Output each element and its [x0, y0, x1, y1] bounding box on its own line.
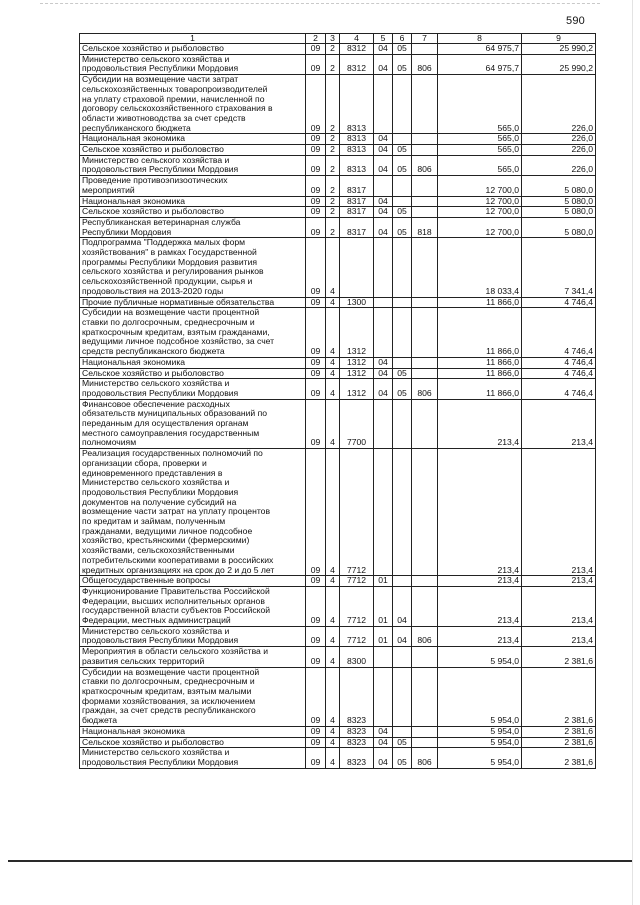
code-cell: 01 [374, 626, 393, 646]
header-cell: 9 [522, 34, 596, 44]
code-cell: 05 [393, 145, 412, 156]
code-cell: 8317 [340, 207, 374, 218]
table-row [80, 726, 596, 737]
code-cell: 2 [326, 155, 340, 175]
code-cell [412, 368, 438, 379]
amount-cell: 565,0 [438, 134, 522, 145]
code-cell: 04 [393, 626, 412, 646]
code-cell [374, 75, 393, 134]
row-name-cell: Прочие публичные нормативные обязательства [80, 297, 306, 308]
code-cell: 8317 [340, 217, 374, 237]
code-cell: 09 [306, 576, 326, 587]
table-row [80, 145, 596, 156]
code-cell: 09 [306, 145, 326, 156]
code-cell: 05 [393, 44, 412, 55]
table-row [80, 357, 596, 368]
header-cell: 5 [374, 34, 393, 44]
code-cell [393, 576, 412, 587]
code-cell: 04 [374, 357, 393, 368]
code-cell: 04 [374, 44, 393, 55]
code-cell: 09 [306, 737, 326, 748]
code-cell: 04 [374, 368, 393, 379]
table-row [80, 647, 596, 667]
code-cell: 2 [326, 54, 340, 74]
code-cell [412, 586, 438, 626]
row-name-cell: Министерство сельского хозяйства и продовольствия Республики Мордовия [80, 155, 306, 175]
code-cell [374, 308, 393, 358]
table-row [80, 196, 596, 207]
code-cell: 4 [326, 238, 340, 297]
code-cell: 1312 [340, 357, 374, 368]
amount-cell: 2 381,6 [522, 667, 596, 726]
code-cell [412, 308, 438, 358]
code-cell [412, 297, 438, 308]
code-cell: 09 [306, 449, 326, 576]
amount-cell: 4 746,4 [522, 379, 596, 399]
code-cell: 2 [326, 75, 340, 134]
code-cell: 2 [326, 134, 340, 145]
code-cell: 2 [326, 207, 340, 218]
amount-cell: 565,0 [438, 75, 522, 134]
amount-cell: 213,4 [522, 576, 596, 587]
amount-cell: 226,0 [522, 134, 596, 145]
row-name-cell: Субсидии на возмещение части процентной ставки по долгосрочным, среднесрочным и краткосрочным кредитам, взятым малыми формами хозяйствования, за исключением граждан, за счет средств республиканского бюджета [80, 667, 306, 726]
table-row [80, 626, 596, 646]
row-name-cell: Подпрограмма "Поддержка малых форм хозяйствования" в рамках Государственной программы Республики Мордовия развития сельского хозяйства и регулирования рынков сельскохозяйственной продукции, сырья и продовольствия на 2013-2020 годы [80, 238, 306, 297]
code-cell: 04 [374, 726, 393, 737]
code-cell: 09 [306, 207, 326, 218]
code-cell: 818 [412, 217, 438, 237]
header-cell: 1 [80, 34, 306, 44]
code-cell [340, 238, 374, 297]
code-cell [393, 667, 412, 726]
code-cell [374, 176, 393, 196]
header-cell: 6 [393, 34, 412, 44]
amount-cell: 4 746,4 [522, 297, 596, 308]
row-name-cell: Функционирование Правительства Российской Федерации, высших исполнительных органов государственной власти субъектов Российской Федерации, местных администраций [80, 586, 306, 626]
code-cell: 09 [306, 155, 326, 175]
amount-cell: 565,0 [438, 145, 522, 156]
code-cell [412, 75, 438, 134]
header-cell: 2 [306, 34, 326, 44]
code-cell [374, 297, 393, 308]
code-cell: 05 [393, 54, 412, 74]
amount-cell: 213,4 [438, 449, 522, 576]
code-cell: 4 [326, 357, 340, 368]
table-row [80, 54, 596, 74]
code-cell [412, 196, 438, 207]
code-cell: 7712 [340, 449, 374, 576]
code-cell: 09 [306, 75, 326, 134]
code-cell [374, 647, 393, 667]
code-cell: 09 [306, 44, 326, 55]
code-cell: 09 [306, 399, 326, 449]
row-name-cell: Министерство сельского хозяйства и продовольствия Республики Мордовия [80, 54, 306, 74]
amount-cell: 12 700,0 [438, 217, 522, 237]
code-cell [393, 196, 412, 207]
code-cell: 09 [306, 647, 326, 667]
amount-cell: 11 866,0 [438, 308, 522, 358]
code-cell [412, 726, 438, 737]
amount-cell: 7 341,4 [522, 238, 596, 297]
amount-cell: 4 746,4 [522, 308, 596, 358]
code-cell [412, 667, 438, 726]
amount-cell: 226,0 [522, 145, 596, 156]
amount-cell: 25 990,2 [522, 44, 596, 55]
table-row [80, 737, 596, 748]
code-cell: 8323 [340, 737, 374, 748]
amount-cell: 11 866,0 [438, 357, 522, 368]
code-cell [412, 145, 438, 156]
row-name-cell: Субсидии на возмещение части процентной ставки по долгосрочным, среднесрочным и краткосрочным кредитам, взятым гражданами, ведущими личное подсобное хозяйство, за счет средств республиканского бюджета [80, 308, 306, 358]
code-cell: 04 [374, 145, 393, 156]
code-cell [393, 134, 412, 145]
table-row [80, 238, 596, 297]
code-cell: 8300 [340, 647, 374, 667]
header-cell: 7 [412, 34, 438, 44]
row-name-cell: Мероприятия в области сельского хозяйства и развития сельских территорий [80, 647, 306, 667]
row-name-cell: Общегосударственные вопросы [80, 576, 306, 587]
row-name-cell: Финансовое обеспечение расходных обязательств муниципальных образований по переданным для осуществления органам местного самоуправления государственным полномочиям [80, 399, 306, 449]
amount-cell: 18 033,4 [438, 238, 522, 297]
code-cell [412, 449, 438, 576]
code-cell: 2 [326, 176, 340, 196]
row-name-cell: Национальная экономика [80, 196, 306, 207]
code-cell: 04 [374, 748, 393, 768]
table-row [80, 44, 596, 55]
row-name-cell: Проведение противоэпизоотических мероприятий [80, 176, 306, 196]
row-name-cell: Национальная экономика [80, 357, 306, 368]
amount-cell: 5 954,0 [438, 748, 522, 768]
code-cell: 05 [393, 379, 412, 399]
code-cell: 8313 [340, 75, 374, 134]
amount-cell: 565,0 [438, 155, 522, 175]
amount-cell: 11 866,0 [438, 379, 522, 399]
amount-cell: 2 381,6 [522, 726, 596, 737]
amount-cell: 2 381,6 [522, 748, 596, 768]
code-cell: 8317 [340, 176, 374, 196]
code-cell: 1312 [340, 379, 374, 399]
code-cell: 7712 [340, 626, 374, 646]
amount-cell: 5 080,0 [522, 176, 596, 196]
code-cell: 4 [326, 379, 340, 399]
amount-cell: 4 746,4 [522, 357, 596, 368]
code-cell: 04 [374, 155, 393, 175]
row-name-cell: Сельское хозяйство и рыболовство [80, 368, 306, 379]
code-cell [393, 297, 412, 308]
table-row [80, 449, 596, 576]
amount-cell: 213,4 [522, 449, 596, 576]
code-cell: 09 [306, 217, 326, 237]
code-cell [412, 576, 438, 587]
bottom-rule [8, 860, 633, 862]
code-cell: 04 [374, 196, 393, 207]
row-name-cell: Субсидии на возмещение части затрат сельскохозяйственных товаропроизводителей на уплату страховой премии, начисленной по договору сельскохозяйственного страхования в области животноводства за счет средств республиканского бюджета [80, 75, 306, 134]
code-cell [393, 75, 412, 134]
table-row [80, 308, 596, 358]
code-cell: 2 [326, 217, 340, 237]
table-header-row [80, 34, 596, 44]
amount-cell: 5 080,0 [522, 196, 596, 207]
code-cell [412, 357, 438, 368]
code-cell: 8312 [340, 54, 374, 74]
code-cell [374, 667, 393, 726]
table-row [80, 207, 596, 218]
code-cell: 4 [326, 737, 340, 748]
code-cell: 4 [326, 748, 340, 768]
row-name-cell: Республиканская ветеринарная служба Республики Мордовия [80, 217, 306, 237]
amount-cell: 213,4 [438, 586, 522, 626]
scan-top-edge [40, 3, 600, 4]
code-cell: 4 [326, 308, 340, 358]
amount-cell: 4 746,4 [522, 368, 596, 379]
amount-cell: 25 990,2 [522, 54, 596, 74]
code-cell: 7712 [340, 586, 374, 626]
code-cell: 2 [326, 196, 340, 207]
code-cell: 7700 [340, 399, 374, 449]
amount-cell: 213,4 [438, 626, 522, 646]
code-cell: 806 [412, 54, 438, 74]
amount-cell: 2 381,6 [522, 647, 596, 667]
amount-cell: 5 954,0 [438, 647, 522, 667]
code-cell [374, 238, 393, 297]
row-name-cell: Реализация государственных полномочий по организации сбора, проверки и единовременного представления в Министерство сельского хозяйства и продовольствия Республики Мордовия документов на получение субсидий на возмещение части затрат на уплату процентов по кредитам и займам, полученным гражданами, ведущими личное подсобное хозяйство, крестьянскими (фермерскими) хозяйствами, сельскохозяйственными потребительскими кооперативами в российских кредитных организациях на срок до 2 и до 5 лет [80, 449, 306, 576]
code-cell: 04 [374, 737, 393, 748]
amount-cell: 11 866,0 [438, 297, 522, 308]
code-cell: 04 [374, 217, 393, 237]
row-name-cell: Национальная экономика [80, 134, 306, 145]
amount-cell: 5 954,0 [438, 667, 522, 726]
code-cell [412, 44, 438, 55]
amount-cell: 213,4 [522, 626, 596, 646]
code-cell: 09 [306, 308, 326, 358]
row-name-cell: Национальная экономика [80, 726, 306, 737]
code-cell: 04 [393, 586, 412, 626]
page-number: 590 [566, 15, 585, 27]
code-cell: 8313 [340, 134, 374, 145]
code-cell: 09 [306, 134, 326, 145]
code-cell [412, 176, 438, 196]
table-row [80, 134, 596, 145]
code-cell [393, 449, 412, 576]
table-row [80, 368, 596, 379]
code-cell [393, 238, 412, 297]
code-cell [412, 134, 438, 145]
code-cell [393, 176, 412, 196]
code-cell [393, 308, 412, 358]
row-name-cell: Сельское хозяйство и рыболовство [80, 44, 306, 55]
amount-cell: 12 700,0 [438, 196, 522, 207]
code-cell [374, 449, 393, 576]
code-cell: 1312 [340, 308, 374, 358]
code-cell: 8323 [340, 667, 374, 726]
amount-cell: 5 080,0 [522, 207, 596, 218]
amount-cell: 12 700,0 [438, 176, 522, 196]
amount-cell: 213,4 [522, 399, 596, 449]
row-name-cell: Министерство сельского хозяйства и продовольствия Республики Мордовия [80, 748, 306, 768]
code-cell: 05 [393, 368, 412, 379]
amount-cell: 226,0 [522, 155, 596, 175]
code-cell [412, 399, 438, 449]
code-cell: 05 [393, 155, 412, 175]
amount-cell: 213,4 [438, 399, 522, 449]
code-cell: 4 [326, 297, 340, 308]
code-cell: 05 [393, 207, 412, 218]
code-cell: 2 [326, 44, 340, 55]
table-row [80, 586, 596, 626]
code-cell: 8323 [340, 748, 374, 768]
amount-cell: 213,4 [438, 576, 522, 587]
code-cell: 09 [306, 748, 326, 768]
code-cell: 09 [306, 726, 326, 737]
code-cell: 8312 [340, 44, 374, 55]
code-cell: 8317 [340, 196, 374, 207]
table-row [80, 748, 596, 768]
code-cell: 01 [374, 586, 393, 626]
amount-cell: 5 080,0 [522, 217, 596, 237]
code-cell [393, 357, 412, 368]
code-cell: 4 [326, 647, 340, 667]
code-cell: 806 [412, 155, 438, 175]
code-cell: 806 [412, 379, 438, 399]
code-cell: 09 [306, 196, 326, 207]
code-cell: 09 [306, 176, 326, 196]
amount-cell: 12 700,0 [438, 207, 522, 218]
amount-cell: 64 975,7 [438, 44, 522, 55]
code-cell [374, 399, 393, 449]
code-cell [412, 737, 438, 748]
amount-cell: 2 381,6 [522, 737, 596, 748]
code-cell: 4 [326, 576, 340, 587]
code-cell: 4 [326, 726, 340, 737]
row-name-cell: Министерство сельского хозяйства и продовольствия Республики Мордовия [80, 379, 306, 399]
table-row [80, 399, 596, 449]
code-cell: 09 [306, 626, 326, 646]
table-row [80, 217, 596, 237]
code-cell [393, 726, 412, 737]
row-name-cell: Министерство сельского хозяйства и продовольствия Республики Мордовия [80, 626, 306, 646]
code-cell: 09 [306, 238, 326, 297]
code-cell: 8323 [340, 726, 374, 737]
code-cell: 05 [393, 748, 412, 768]
code-cell [412, 238, 438, 297]
code-cell: 806 [412, 626, 438, 646]
code-cell: 09 [306, 586, 326, 626]
code-cell: 04 [374, 379, 393, 399]
code-cell: 04 [374, 54, 393, 74]
code-cell: 09 [306, 368, 326, 379]
table-row [80, 379, 596, 399]
code-cell: 4 [326, 667, 340, 726]
code-cell: 8313 [340, 155, 374, 175]
code-cell [393, 647, 412, 667]
code-cell: 04 [374, 134, 393, 145]
amount-cell: 64 975,7 [438, 54, 522, 74]
table-row [80, 155, 596, 175]
code-cell: 04 [374, 207, 393, 218]
code-cell: 09 [306, 379, 326, 399]
code-cell: 09 [306, 357, 326, 368]
code-cell: 7712 [340, 576, 374, 587]
code-cell [412, 647, 438, 667]
code-cell: 09 [306, 667, 326, 726]
code-cell: 4 [326, 399, 340, 449]
amount-cell: 5 954,0 [438, 726, 522, 737]
code-cell: 806 [412, 748, 438, 768]
scan-right-edge [632, 0, 633, 905]
code-cell: 4 [326, 586, 340, 626]
code-cell: 2 [326, 145, 340, 156]
code-cell: 09 [306, 297, 326, 308]
row-name-cell: Сельское хозяйство и рыболовство [80, 207, 306, 218]
code-cell [393, 399, 412, 449]
row-name-cell: Сельское хозяйство и рыболовство [80, 145, 306, 156]
header-cell: 3 [326, 34, 340, 44]
code-cell [412, 207, 438, 218]
code-cell: 05 [393, 737, 412, 748]
code-cell: 05 [393, 217, 412, 237]
budget-table [79, 33, 596, 769]
amount-cell: 213,4 [522, 586, 596, 626]
code-cell: 09 [306, 54, 326, 74]
row-name-cell: Сельское хозяйство и рыболовство [80, 737, 306, 748]
code-cell: 4 [326, 449, 340, 576]
table-body [80, 44, 596, 769]
header-cell: 4 [340, 34, 374, 44]
code-cell: 1312 [340, 368, 374, 379]
table-row [80, 576, 596, 587]
amount-cell: 5 954,0 [438, 737, 522, 748]
table-row [80, 667, 596, 726]
code-cell: 4 [326, 368, 340, 379]
table-row [80, 297, 596, 308]
amount-cell: 11 866,0 [438, 368, 522, 379]
code-cell: 1300 [340, 297, 374, 308]
code-cell: 01 [374, 576, 393, 587]
table-row [80, 176, 596, 196]
code-cell: 8313 [340, 145, 374, 156]
amount-cell: 226,0 [522, 75, 596, 134]
table-row [80, 75, 596, 134]
code-cell: 4 [326, 626, 340, 646]
header-cell: 8 [438, 34, 522, 44]
